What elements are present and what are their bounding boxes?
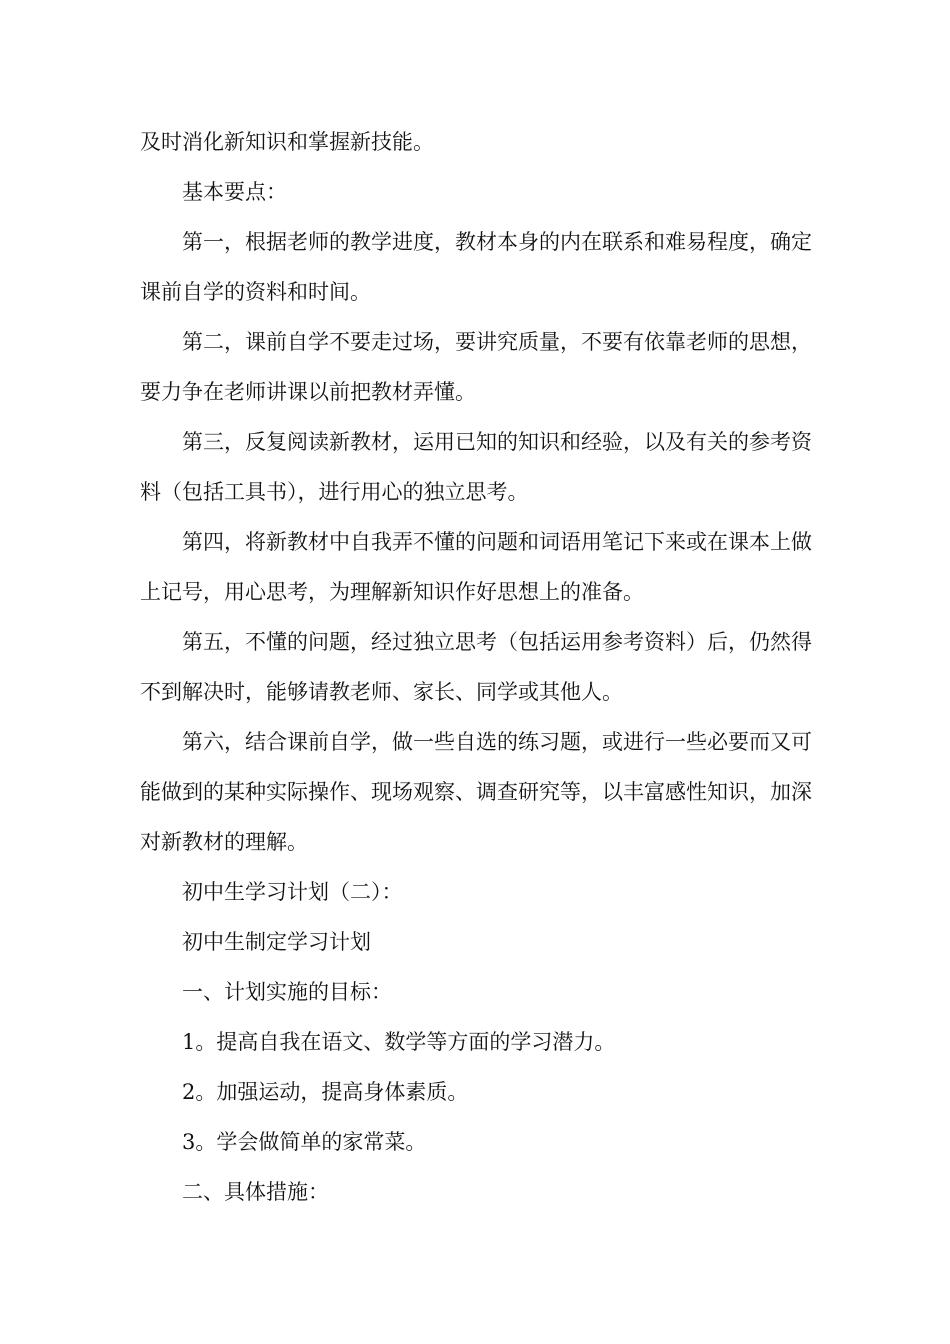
heading-goals: 一、计划实施的目标： xyxy=(182,980,392,1004)
goal-item-3: 3。学会做简单的家常菜。 xyxy=(182,1130,427,1154)
paragraph-point-6: 第六，结合课前自学，做一些自选的练习题，或进行一些必要而又可能做到的某种实际操作、现场观察、调查研究等，以丰富感性知识，加深对新教材的理解。 xyxy=(140,730,812,854)
heading-measures: 二、具体措施： xyxy=(182,1180,329,1204)
paragraph-point-3: 第三，反复阅读新教材，运用已知的知识和经验，以及有关的参考资料（包括工具书），进行用心的独立思考。 xyxy=(140,430,812,504)
paragraph-point-1: 第一，根据老师的教学进度，教材本身的内在联系和难易程度，确定课前自学的资料和时间。 xyxy=(140,230,812,304)
paragraph-point-2: 第二，课前自学不要走过场，要讲究质量，不要有依靠老师的思想，要力争在老师讲课以前把教材弄懂。 xyxy=(140,330,812,404)
goal-item-1: 1。提高自我在语文、数学等方面的学习潜力。 xyxy=(182,1030,616,1054)
section-title-plan-2: 初中生学习计划（二）： xyxy=(182,880,403,904)
section-subtitle: 初中生制定学习计划 xyxy=(182,930,371,954)
paragraph-point-5: 第五，不懂的问题，经过独立思考（包括运用参考资料）后，仍然得不到解决时，能够请教老师、家长、同学或其他人。 xyxy=(140,630,812,704)
goal-item-2: 2。加强运动，提高身体素质。 xyxy=(182,1080,469,1104)
paragraph-point-4: 第四，将新教材中自我弄不懂的问题和词语用笔记下来或在课本上做上记号，用心思考，为理解新知识作好思想上的准备。 xyxy=(140,530,812,604)
paragraph-key-points-heading: 基本要点： xyxy=(182,180,287,204)
paragraph-continuation: 及时消化新知识和掌握新技能。 xyxy=(140,130,434,154)
document-body xyxy=(140,117,812,1217)
